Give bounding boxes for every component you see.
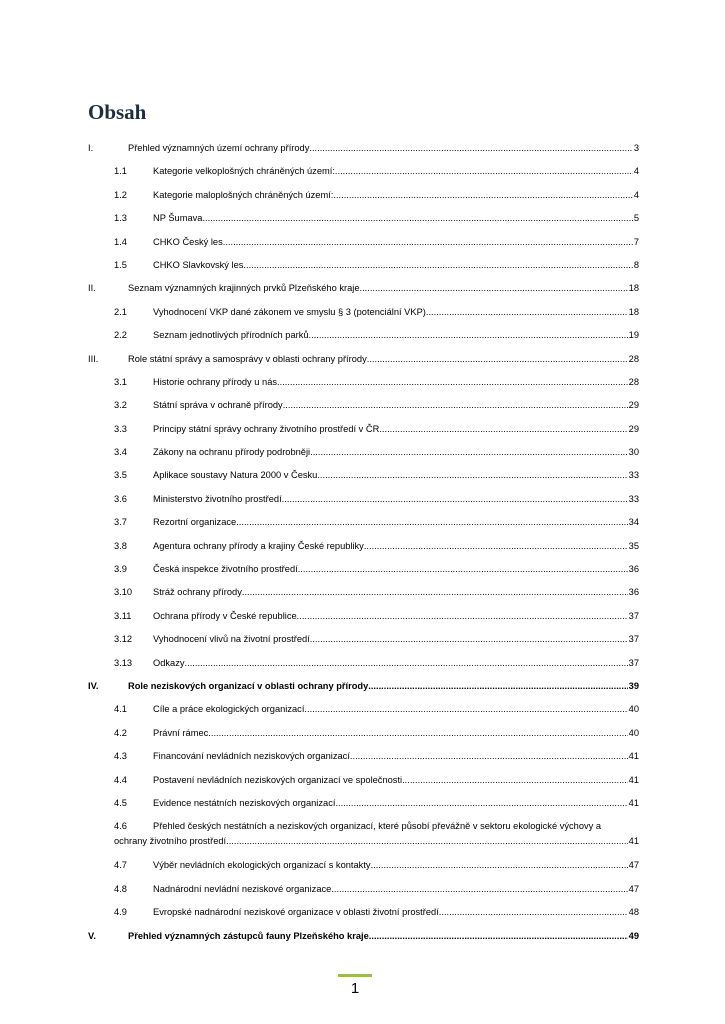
toc-title: Financování nevládních neziskových organizací [153, 751, 350, 762]
toc-leader [185, 652, 628, 675]
toc-page: 41 [628, 836, 639, 847]
toc-entry[interactable] [88, 511, 639, 534]
toc-number: V. [88, 930, 96, 941]
toc-title: Kategorie velkoplošných chráněných území: [153, 166, 335, 177]
toc-number: 4.4 [114, 774, 127, 785]
toc-number: 3.11 [114, 610, 132, 621]
toc-leader [371, 854, 628, 877]
toc-title: Ministerstvo životního prostředí [153, 493, 282, 504]
toc-entry[interactable] [88, 675, 639, 698]
toc-number: 3.5 [114, 470, 127, 481]
toc-entry[interactable] [88, 207, 639, 230]
toc-page: 4 [633, 189, 639, 200]
toc-page: 8 [633, 259, 639, 270]
toc-title: Výběr nevládních ekologických organizací s kontakty [153, 860, 371, 871]
toc-page: 5 [633, 213, 639, 224]
toc-title: Odkazy [153, 657, 185, 668]
toc-leader [298, 558, 628, 581]
toc-leader [236, 511, 627, 534]
toc-number: 3.12 [114, 634, 133, 645]
toc-title: Právní rámec [153, 727, 209, 738]
toc-page: 7 [633, 236, 639, 247]
toc-entry[interactable] [88, 878, 639, 901]
toc-number: 4.8 [114, 883, 127, 894]
toc-leader [208, 722, 627, 745]
toc-page: 18 [628, 283, 639, 294]
toc-title: Nadnárodní nevládní neziskové organizace [153, 883, 332, 894]
toc-page: 28 [628, 376, 639, 387]
toc-page: 34 [628, 517, 639, 528]
toc-page: 47 [628, 883, 639, 894]
toc-page: 37 [628, 610, 639, 621]
toc-leader [202, 207, 632, 230]
toc-entry[interactable] [88, 628, 639, 651]
toc-page: 33 [628, 493, 639, 504]
toc-leader [364, 535, 628, 558]
toc-leader [367, 348, 628, 371]
toc-number: 1.5 [114, 259, 127, 270]
toc-page: 19 [628, 330, 639, 341]
toc-entry[interactable] [88, 277, 639, 300]
toc-page: 41 [628, 751, 639, 762]
toc-entry[interactable] [88, 324, 639, 347]
toc-number: 1.4 [114, 236, 127, 247]
toc-number: IV. [88, 680, 99, 691]
toc-entry[interactable] [88, 605, 639, 628]
toc-title: NP Šumava [153, 213, 203, 224]
toc-page: 35 [628, 540, 639, 551]
toc-leader [277, 371, 628, 394]
toc-leader [297, 605, 628, 628]
toc-entry[interactable] [88, 301, 639, 324]
toc-entry[interactable] [88, 745, 639, 768]
toc-page: 40 [628, 704, 639, 715]
toc-entry[interactable] [88, 488, 639, 511]
toc-leader [282, 488, 628, 511]
toc-title: Historie ochrany přírody u nás [153, 376, 278, 387]
toc-page: 33 [628, 470, 639, 481]
toc-entry[interactable] [88, 558, 639, 581]
toc-number: 4.7 [114, 860, 127, 871]
toc-leader [379, 418, 627, 441]
toc-title: Přehled významných zástupců fauny Plzeňského kraje [128, 930, 369, 941]
toc-leader [360, 277, 628, 300]
toc-entry[interactable] [88, 535, 639, 558]
toc-page: 36 [628, 564, 639, 575]
toc-leader [317, 464, 627, 487]
toc-page: 30 [628, 447, 639, 458]
toc-leader [368, 675, 627, 698]
toc-number: 1.2 [114, 189, 127, 200]
toc-title: Agentura ochrany přírody a krajiny České republiky [153, 540, 364, 551]
toc-leader [335, 792, 627, 815]
toc-entry[interactable] [88, 722, 639, 745]
toc-entry[interactable] [88, 769, 639, 792]
toc-leader [310, 441, 628, 464]
toc-title: Stráž ochrany přírody [153, 587, 242, 598]
toc-title: Přehled významných území ochrany přírody [128, 143, 310, 153]
toc-title-continued: ochrany životního prostředí [114, 836, 227, 847]
toc-title: Evropské nadnárodní neziskové organizace v oblasti životní prostředí [153, 907, 439, 918]
toc-title: Zákony na ochranu přírody podrobněji [153, 447, 311, 458]
toc-number: 4.2 [114, 727, 127, 738]
toc-number: 3.2 [114, 400, 127, 411]
toc-page: 18 [628, 306, 639, 317]
toc-page: 36 [628, 587, 639, 598]
toc-entry[interactable] [88, 901, 639, 924]
toc-page: 47 [628, 860, 639, 871]
toc-number: III. [88, 353, 99, 364]
toc-number: 3.1 [114, 376, 127, 387]
toc-page: 41 [628, 797, 639, 808]
toc-leader [226, 830, 628, 853]
toc-entry[interactable] [88, 698, 639, 721]
toc-page: 3 [633, 143, 639, 153]
toc-title: Aplikace soustavy Natura 2000 v Česku [153, 470, 318, 481]
toc-entry[interactable] [88, 348, 639, 371]
toc-number: 1.1 [114, 166, 127, 177]
toc-number: 4.3 [114, 751, 127, 762]
toc-page: 39 [628, 680, 639, 691]
toc-entry[interactable] [88, 418, 639, 441]
toc-title: Role státní správy a samosprávy v oblasti ochrany přírody [128, 353, 367, 364]
toc-leader [439, 901, 628, 924]
toc-leader [309, 324, 628, 347]
toc-title: Cíle a práce ekologických organizací [153, 704, 305, 715]
toc-page: 29 [628, 400, 639, 411]
toc-leader [243, 254, 632, 277]
toc-entry[interactable] [88, 464, 639, 487]
toc-entry[interactable] [88, 815, 639, 854]
toc-number: 3.7 [114, 517, 127, 528]
toc-title: Vyhodnocení VKP dané zákonem ve smyslu § 3 (potenciální VKP) [153, 306, 426, 317]
footer-accent-line [338, 974, 372, 977]
toc-number: 3.6 [114, 493, 127, 504]
toc-entry[interactable] [88, 792, 639, 815]
toc-entry[interactable] [88, 254, 639, 277]
toc-title: Přehled českých nestátních a neziskových organizací, které působí převážně v sektoru ekologické výchovy a [153, 821, 602, 832]
toc-title: Postavení nevládních neziskových organizací ve společnosti [153, 774, 403, 785]
toc-leader [310, 628, 628, 651]
toc-page: 48 [628, 907, 639, 918]
toc-page: 28 [628, 353, 639, 364]
toc-page: 41 [628, 774, 639, 785]
toc-leader [283, 394, 628, 417]
toc-number: 3.8 [114, 540, 127, 551]
toc-page: 37 [628, 634, 639, 645]
toc-title: Státní správa v ochraně přírody [153, 400, 283, 411]
toc-title: Role neziskových organizací v oblasti ochrany přírody [128, 680, 369, 691]
toc-number: I. [88, 143, 94, 153]
toc-number: II. [88, 283, 96, 294]
toc-number: 3.9 [114, 564, 127, 575]
toc-leader [223, 231, 633, 254]
toc-leader [331, 878, 627, 901]
toc-entry[interactable] [88, 854, 639, 877]
toc-entry[interactable] [88, 184, 639, 207]
toc-page: 4 [633, 166, 639, 177]
toc-number: 4.6 [114, 821, 127, 832]
toc-number: 3.10 [114, 587, 133, 598]
toc-page: 40 [628, 727, 639, 738]
toc-number: 2.2 [114, 330, 127, 341]
toc-title: Rezortní organizace [153, 517, 237, 528]
toc-entry[interactable] [88, 137, 639, 160]
toc-title: Seznam významných krajinných prvků Plzeňského kraje [128, 283, 360, 294]
toc-entry[interactable] [88, 925, 639, 948]
toc-title: CHKO Slavkovský les [153, 259, 244, 270]
page-title: Obsah [88, 100, 147, 124]
toc-number: 3.4 [114, 447, 127, 458]
toc-leader [402, 769, 628, 792]
toc-entry[interactable] [88, 441, 639, 464]
toc-number: 1.3 [114, 213, 127, 224]
toc-leader [309, 137, 632, 160]
toc-number: 3.13 [114, 657, 133, 668]
toc-number: 4.1 [114, 704, 127, 715]
toc-number: 2.1 [114, 306, 127, 317]
toc-page: 29 [628, 423, 639, 434]
toc-leader [335, 160, 633, 183]
toc-title: Kategorie maloplošných chráněných území: [153, 189, 334, 200]
toc-title: Principy státní správy ochrany životního prostředí v ČR [153, 423, 380, 434]
toc-title: Vyhodnocení vlivů na životní prostředí [153, 634, 310, 645]
toc-number: 3.3 [114, 423, 127, 434]
toc-leader [426, 301, 628, 324]
toc-entry[interactable] [88, 581, 639, 604]
page-number: 1 [350, 980, 360, 997]
toc-entry[interactable] [88, 371, 639, 394]
toc-entry[interactable] [88, 160, 639, 183]
toc-title: CHKO Český les [153, 236, 223, 247]
toc-title: Seznam jednotlivých přírodních parků [153, 330, 309, 341]
table-of-contents [88, 137, 639, 948]
toc-leader [242, 581, 628, 604]
toc-number: 4.9 [114, 907, 127, 918]
toc-leader [304, 698, 627, 721]
toc-page: 37 [628, 657, 639, 668]
toc-entry[interactable] [88, 231, 639, 254]
toc-leader [350, 745, 628, 768]
toc-title: Česká inspekce životního prostředí [153, 564, 298, 575]
toc-entry[interactable] [88, 394, 639, 417]
toc-leader [333, 184, 632, 207]
toc-title: Evidence nestátních neziskových organizací [153, 797, 336, 808]
toc-leader [369, 925, 628, 948]
toc-number: 4.5 [114, 797, 127, 808]
toc-entry[interactable] [88, 652, 639, 675]
toc-title: Ochrana přírody v České republice [153, 610, 297, 621]
toc-page: 49 [628, 930, 639, 941]
